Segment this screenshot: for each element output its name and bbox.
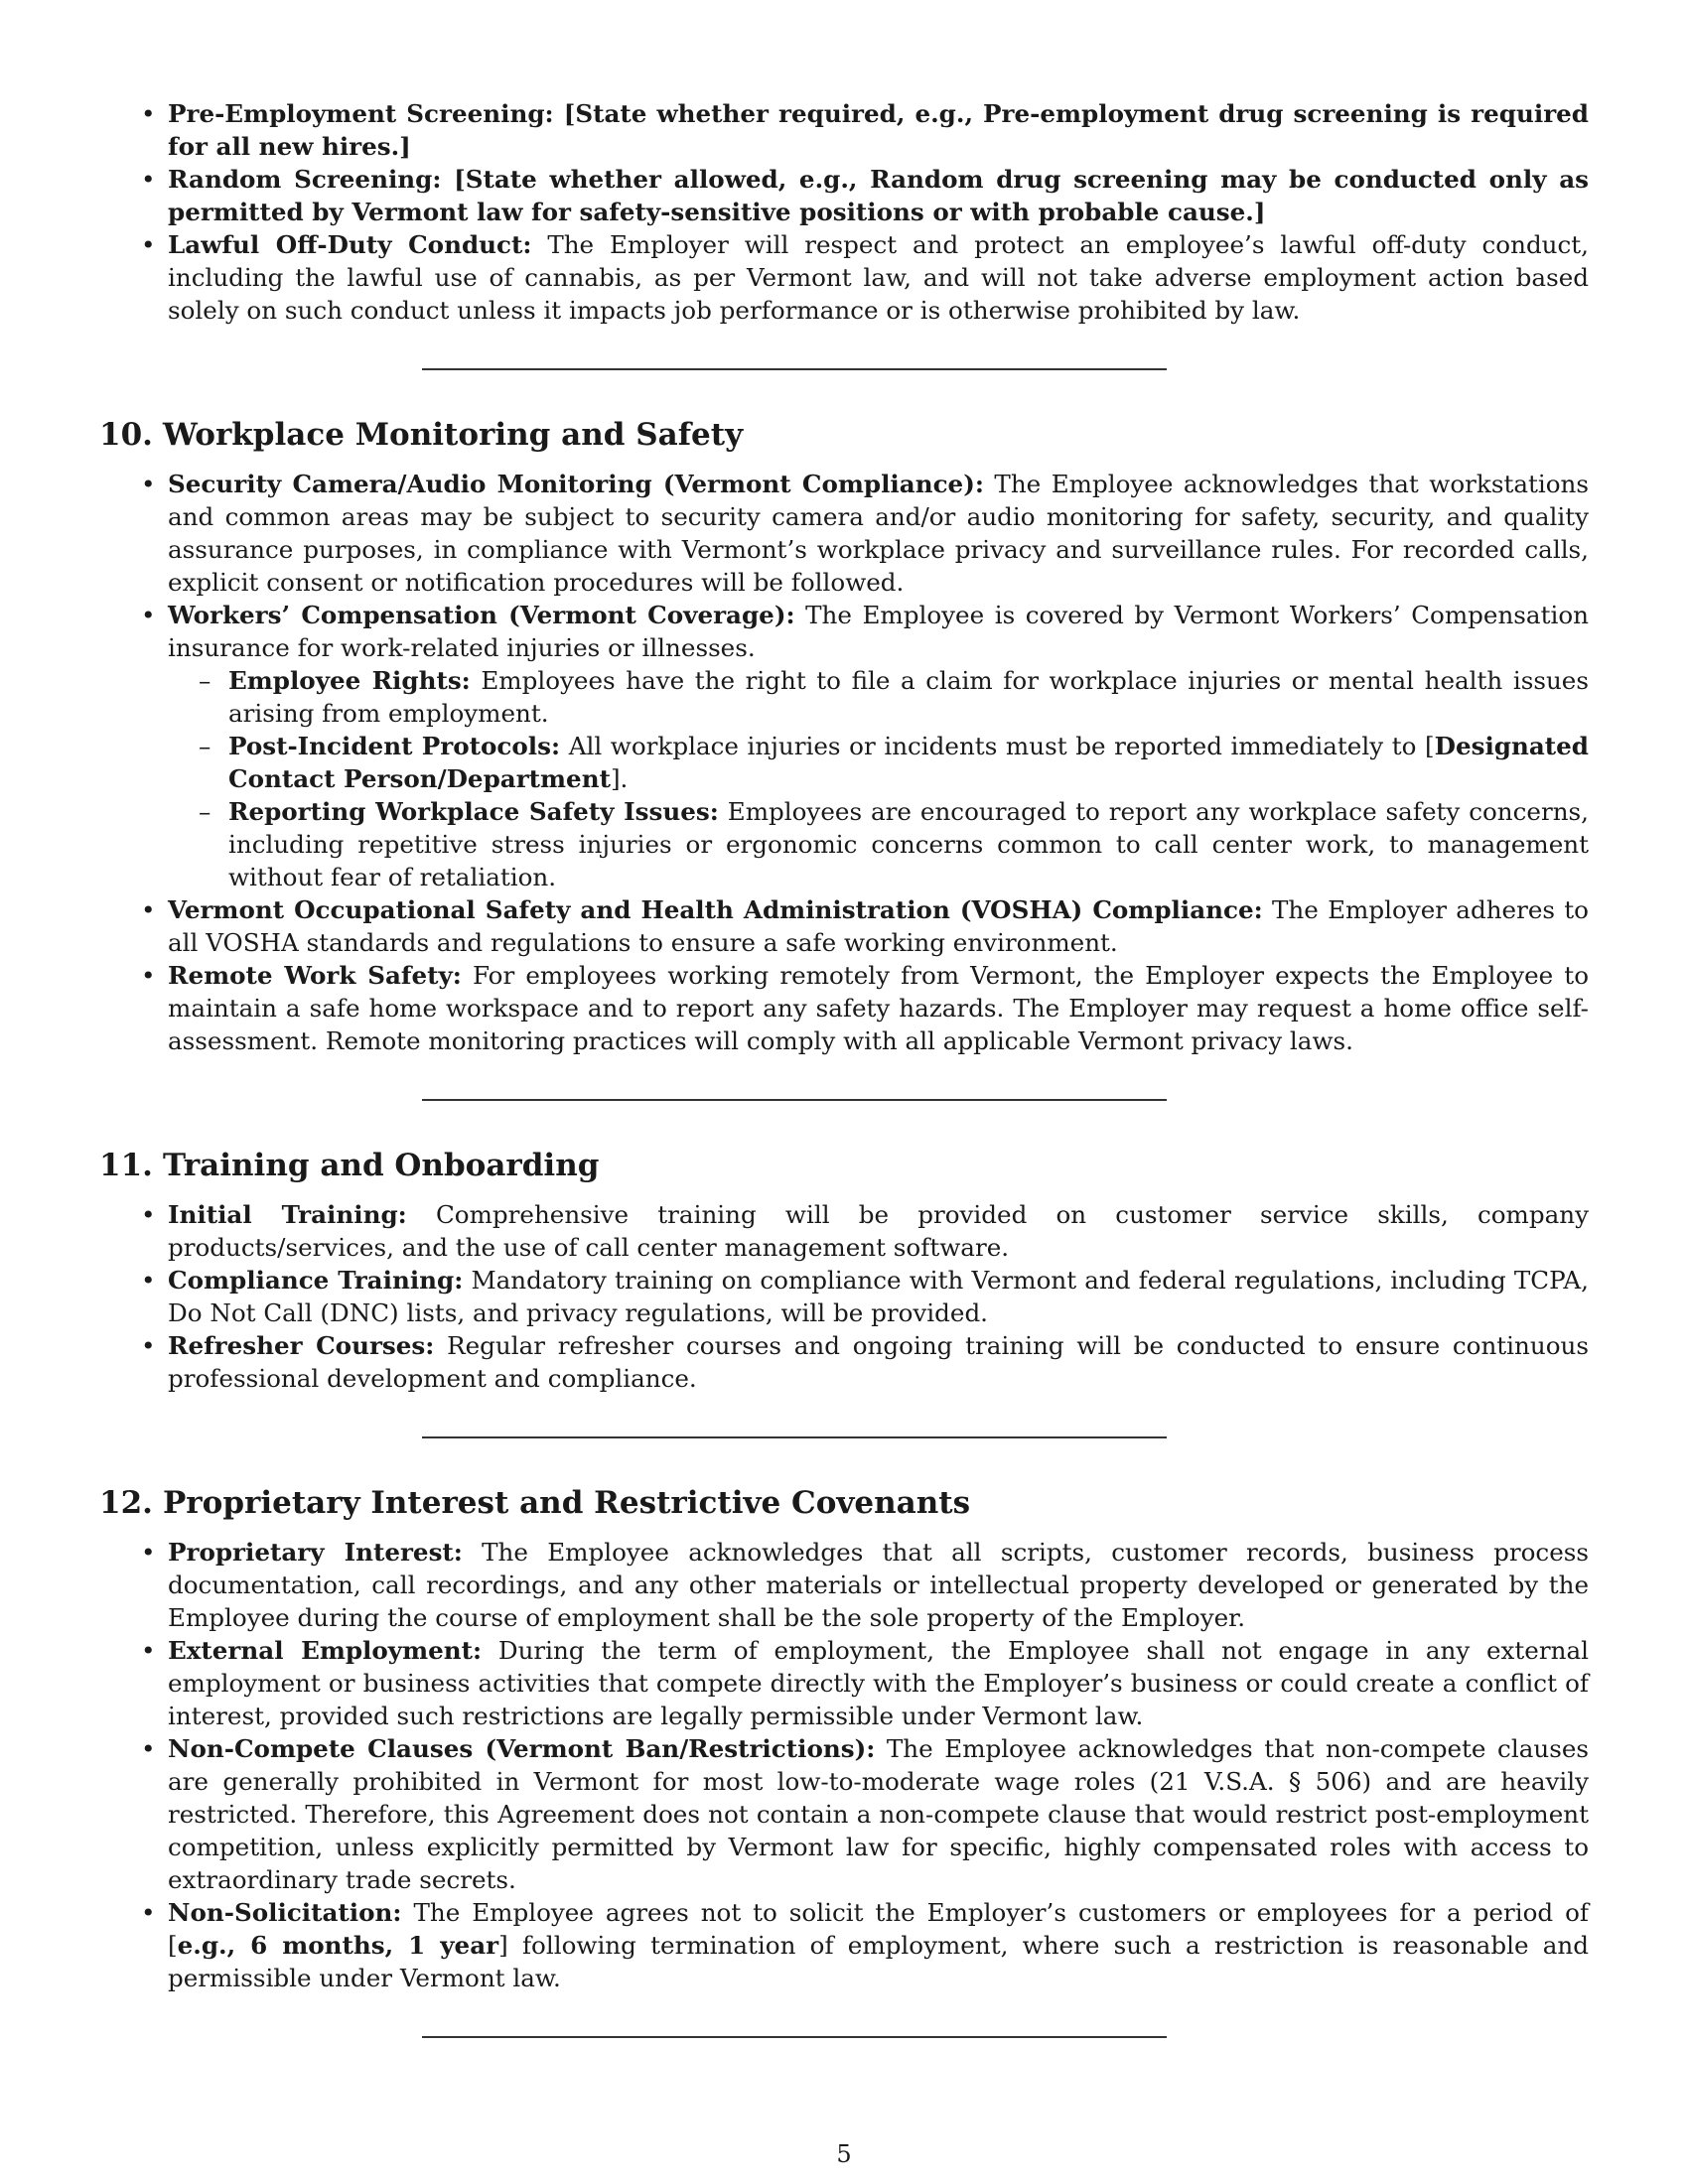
section-divider xyxy=(422,1099,1167,1101)
section-heading-12: 12. Proprietary Interest and Restrictive Covenants xyxy=(99,1485,971,1521)
sub-list-item: – Reporting Workplace Safety Issues: Employees are encouraged to report any workplace safety concerns, including repetitive stress injuries or ergonomic concerns common to call center work, to management without fear of retaliation. xyxy=(228,795,1589,893)
list-item: • Random Screening: [State whether allowed, e.g., Random drug screening may be conducted only as permitted by Vermont law for safety-sensitive positions or with probable cause.] xyxy=(168,163,1589,228)
list-item: • Refresher Courses: Regular refresher courses and ongoing training will be conducted to ensure continuous professional development and compliance. xyxy=(168,1329,1589,1395)
section-12-list xyxy=(99,1536,1589,1994)
sub-list-item: – Post-Incident Protocols: All workplace injuries or incidents must be reported immediately to [Designated Contact Person/Department]. xyxy=(228,730,1589,795)
list-item: • Workers’ Compensation (Vermont Coverage): The Employee is covered by Vermont Workers’ Compensation insurance for work-related injuries or illnesses. – Employee Rights: Employees have the right to file a claim for workplace injuries or mental health issues arising from employment. – Post-Incident Protocols: All workplace injuries or incidents must be reported immediately to [Designated Contact Person/Department]. – Reporting Workplace Safety Issues: Employees are encouraged to report any workplace safety concerns, including repetitive stress injuries or ergonomic concerns common to call center work, to management without fear of retaliation. xyxy=(168,599,1589,893)
sub-list-item: – Employee Rights: Employees have the right to file a claim for workplace injuries or mental health issues arising from employment. xyxy=(228,664,1589,730)
section-10-list xyxy=(99,468,1589,1057)
list-item: • Initial Training: Comprehensive training will be provided on customer service skills, company products/services, and the use of call center management software. xyxy=(168,1198,1589,1264)
list-item: • Lawful Off-Duty Conduct: The Employer will respect and protect an employee’s lawful off-duty conduct, including the lawful use of cannabis, as per Vermont law, and will not take adverse employment action based solely on such conduct unless it impacts job performance or is otherwise prohibited by law. xyxy=(168,228,1589,327)
workers-comp-sublist xyxy=(168,664,1589,893)
section-divider xyxy=(422,2036,1167,2038)
page-number: 5 xyxy=(836,2140,852,2168)
list-item: • Proprietary Interest: The Employee acknowledges that all scripts, customer records, business process documentation, call recordings, and any other materials or intellectual property developed or generated by the Employee during the course of employment shall be the sole property of the Employer. xyxy=(168,1536,1589,1634)
list-item: • Non-Solicitation: The Employee agrees not to solicit the Employer’s customers or employees for a period of [e.g., 6 months, 1 year] following termination of employment, where such a restriction is reasonable and permissible under Vermont law. xyxy=(168,1896,1589,1994)
section-heading-11: 11. Training and Onboarding xyxy=(99,1148,600,1183)
list-item: • Vermont Occupational Safety and Health Administration (VOSHA) Compliance: The Employer adheres to all VOSHA standards and regulations to ensure a safe working environment. xyxy=(168,893,1589,959)
section-11-list xyxy=(99,1198,1589,1395)
list-item: • Security Camera/Audio Monitoring (Vermont Compliance): The Employee acknowledges that workstations and common areas may be subject to security camera and/or audio monitoring for safety, security, and quality assurance purposes, in compliance with Vermont’s workplace privacy and surveillance rules. For recorded calls, explicit consent or notification procedures will be followed. xyxy=(168,468,1589,599)
list-item: • Non-Compete Clauses (Vermont Ban/Restrictions): The Employee acknowledges that non-compete clauses are generally prohibited in Vermont for most low-to-moderate wage roles (21 V.S.A. § 506) and are heavily restricted. Therefore, this Agreement does not contain a non-compete clause that would restrict post-employment competition, unless explicitly permitted by Vermont law for specific, highly compensated roles with access to extraordinary trade secrets. xyxy=(168,1732,1589,1896)
drug-screening-list xyxy=(99,97,1589,327)
list-item: • Remote Work Safety: For employees working remotely from Vermont, the Employer expects the Employee to maintain a safe home workspace and to report any safety hazards. The Employer may request a home office self-assessment. Remote monitoring practices will comply with all applicable Vermont privacy laws. xyxy=(168,959,1589,1057)
section-divider xyxy=(422,1436,1167,1438)
list-item: • Compliance Training: Mandatory training on compliance with Vermont and federal regulations, including TCPA, Do Not Call (DNC) lists, and privacy regulations, will be provided. xyxy=(168,1264,1589,1329)
document-page xyxy=(99,97,1589,2038)
list-item: • External Employment: During the term of employment, the Employee shall not engage in any external employment or business activities that compete directly with the Employer’s business or could create a conflict of interest, provided such restrictions are legally permissible under Vermont law. xyxy=(168,1634,1589,1732)
list-item: • Pre-Employment Screening: [State whether required, e.g., Pre-employment drug screening is required for all new hires.] xyxy=(168,97,1589,163)
section-heading-10: 10. Workplace Monitoring and Safety xyxy=(99,417,744,453)
section-divider xyxy=(422,368,1167,370)
